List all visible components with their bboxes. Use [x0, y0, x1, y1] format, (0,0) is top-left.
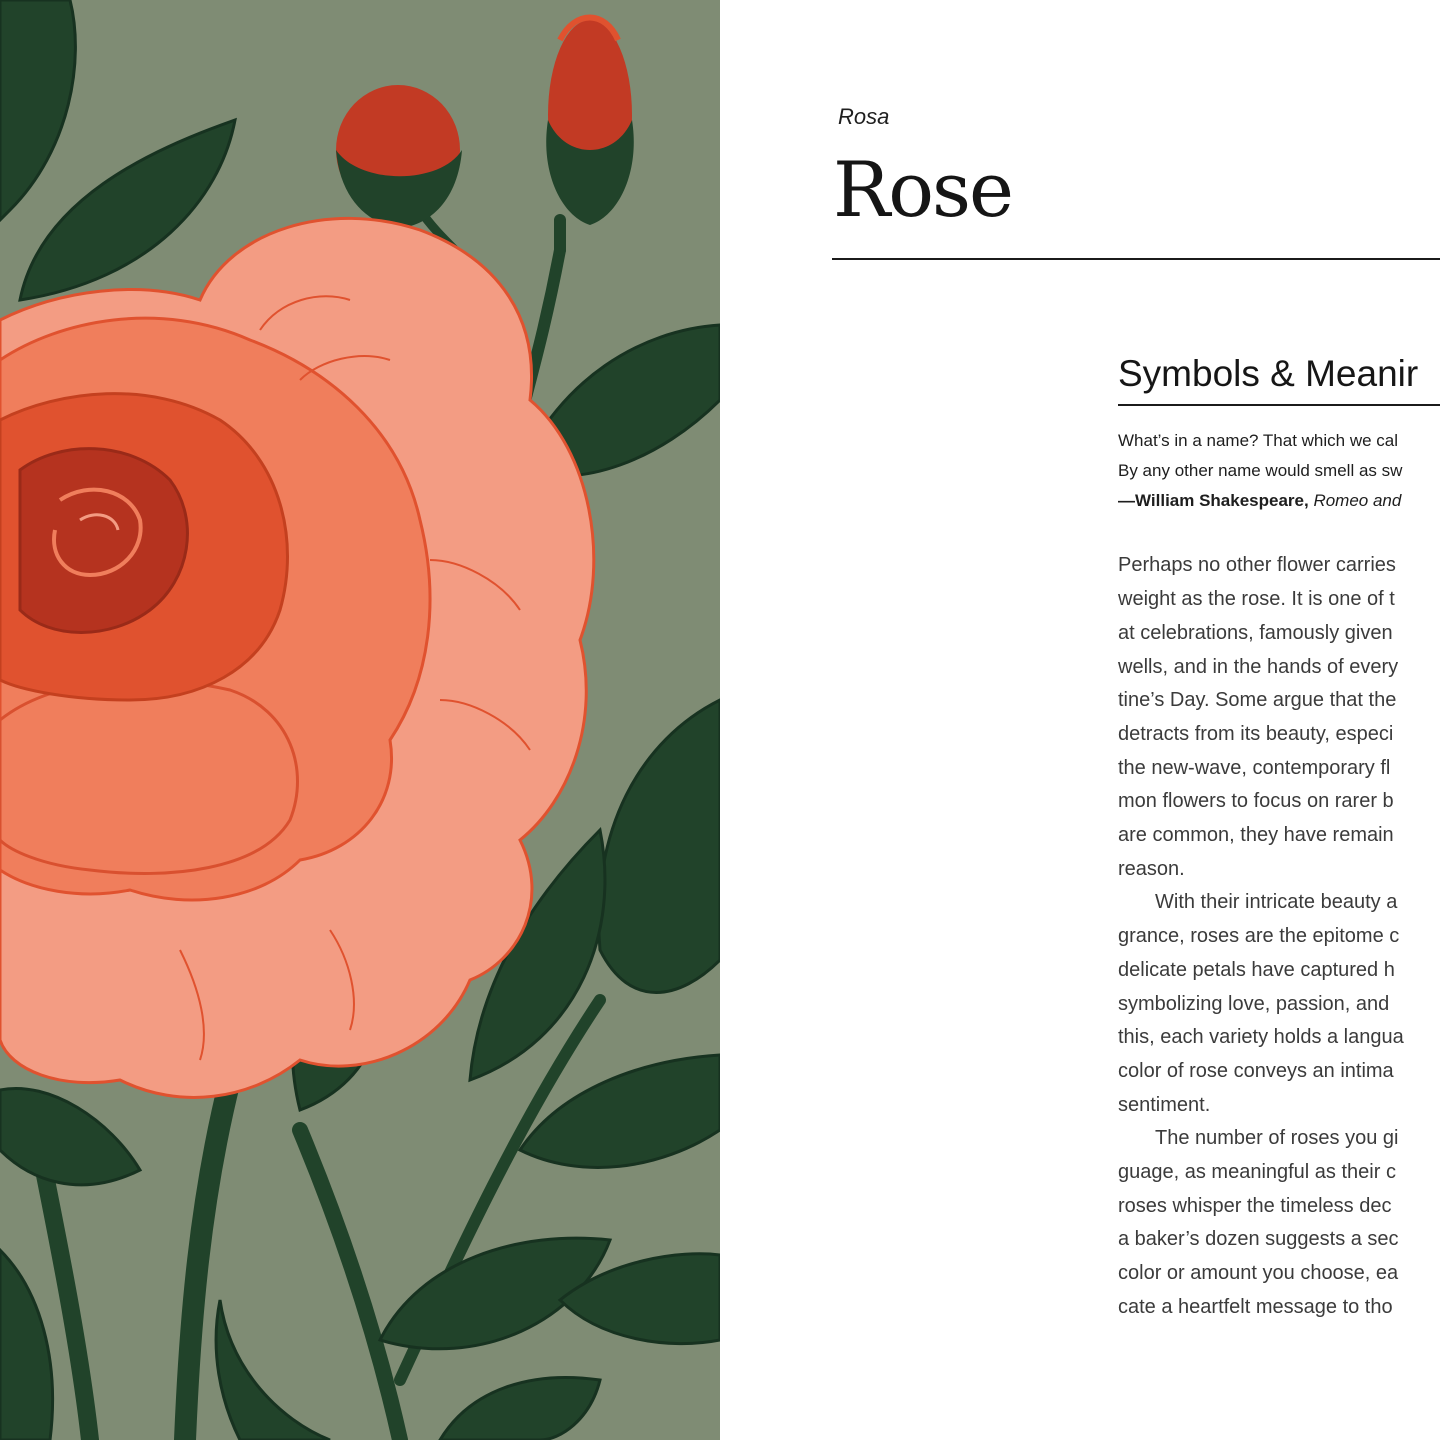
attribution-author: —William Shakespeare, — [1118, 491, 1309, 511]
paragraph-line: grance, roses are the epitome c — [1118, 925, 1400, 948]
section-heading: Symbols & Meanir — [1118, 353, 1419, 394]
paragraph — [1118, 1122, 1440, 1324]
paragraph-line: roses whisper the timeless dec — [1118, 1194, 1392, 1217]
paragraph-line: wells, and in the hands of every — [1118, 655, 1399, 678]
epigraph-line: What’s in a name? That which we cal — [1118, 431, 1399, 451]
paragraph-line: sentiment. — [1118, 1093, 1211, 1116]
paragraph-line: With their intricate beauty a — [1155, 891, 1398, 914]
paragraph-line: color of rose conveys an intima — [1118, 1059, 1394, 1082]
paragraph-line: color or amount you choose, ea — [1118, 1262, 1399, 1285]
symbols-section — [1118, 352, 1440, 1325]
paragraph-line: a baker’s dozen suggests a sec — [1118, 1228, 1399, 1251]
latin-name: Rosa — [838, 104, 890, 129]
body-text — [1118, 549, 1440, 1324]
paragraph-line: detracts from its beauty, especi — [1118, 722, 1394, 745]
attribution-work: Romeo and — [1313, 491, 1402, 511]
epigraph-line: By any other name would smell as sw — [1118, 461, 1403, 481]
paragraph-line: mon flowers to focus on rarer b — [1118, 790, 1394, 813]
paragraph-line: symbolizing love, passion, and — [1118, 992, 1390, 1015]
title-divider — [832, 258, 1440, 260]
paragraph-line: tine’s Day. Some argue that the — [1118, 689, 1397, 712]
epigraph-attribution — [1118, 486, 1440, 516]
paragraph-line: cate a heartfelt message to tho — [1118, 1295, 1393, 1318]
epigraph — [1118, 426, 1440, 516]
paragraph-line: guage, as meaningful as their c — [1118, 1161, 1396, 1184]
paragraph-line: the new-wave, contemporary fl — [1118, 756, 1391, 779]
paragraph-line: weight as the rose. It is one of t — [1118, 588, 1395, 611]
paragraph-line: are common, they have remain — [1118, 824, 1394, 847]
paragraph-line: at celebrations, famously given — [1118, 621, 1393, 644]
paragraph-line: The number of roses you gi — [1155, 1127, 1399, 1150]
text-page — [720, 0, 1440, 1440]
paragraph-line: reason. — [1118, 857, 1185, 880]
paragraph — [1118, 549, 1440, 886]
paragraph — [1118, 886, 1440, 1122]
paragraph-line: this, each variety holds a langua — [1118, 1026, 1404, 1049]
paragraph-line: Perhaps no other flower carries — [1118, 554, 1396, 577]
page-title: Rose — [833, 145, 1012, 234]
paragraph-line: delicate petals have captured h — [1118, 958, 1395, 981]
section-divider — [1118, 404, 1440, 406]
